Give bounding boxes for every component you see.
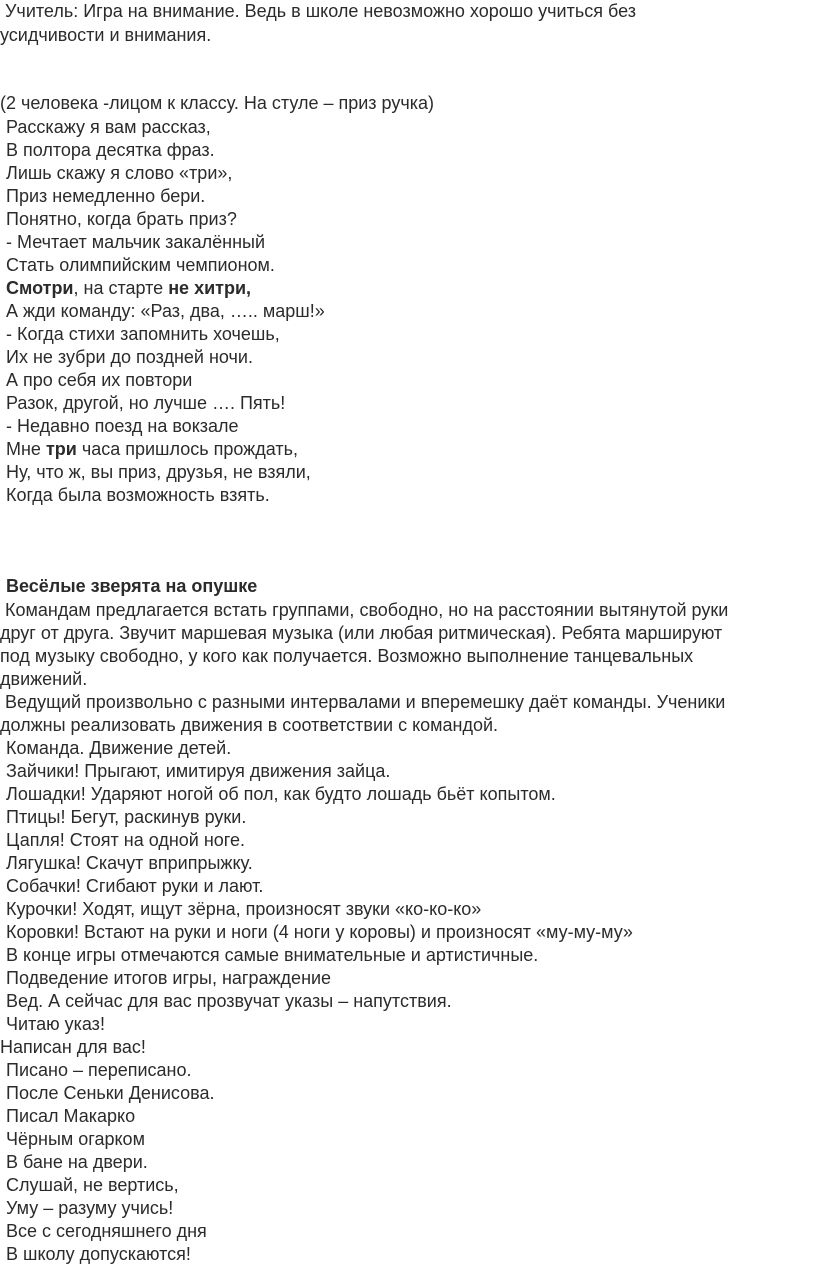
verse-line-smotri bbox=[6, 277, 251, 300]
command-line: Читаю указ! bbox=[6, 1014, 105, 1034]
command-line: Собачки! Сгибают руки и лают. bbox=[6, 876, 264, 896]
ukaz-line: Все с сегодняшнего дня bbox=[6, 1221, 207, 1241]
verse-line-tri bbox=[6, 438, 298, 461]
ukaz-line: Чёрным огарком bbox=[6, 1129, 145, 1149]
ukaz-line: Писал Макарко bbox=[6, 1106, 136, 1126]
game1-setup: (2 человека -лицом к классу. На стуле – приз ручка) bbox=[0, 93, 434, 113]
verse-line: В полтора десятка фраз. bbox=[6, 140, 215, 160]
command-line: Зайчики! Прыгают, имитируя движения зайца. bbox=[6, 761, 391, 781]
ukaz-line: В школу допускаются! bbox=[6, 1244, 191, 1264]
verse-line: Приз немедленно бери. bbox=[6, 186, 206, 206]
command-line: Коровки! Встают на руки и ноги (4 ноги у коровы) и произносят «му-му-му» bbox=[6, 922, 633, 942]
command-line: Команда. Движение детей. bbox=[6, 738, 232, 758]
command-line: Курочки! Ходят, ищут зёрна, произносят звуки «ко-ко-ко» bbox=[6, 899, 482, 919]
para-line: под музыку свободно, у кого как получается. Возможно выполнение танцевальных bbox=[0, 646, 694, 666]
bold-smotri: Смотри bbox=[6, 278, 74, 298]
para-line: движений. bbox=[0, 669, 88, 689]
command-line: Подведение итогов игры, награждение bbox=[6, 968, 332, 988]
command-line: Лягушка! Скачут вприпрыжку. bbox=[6, 853, 253, 873]
intro-line-2: усидчивости и внимания. bbox=[0, 25, 212, 45]
ukaz-heading: Написан для вас! bbox=[0, 1037, 146, 1057]
bold-ne-hitri: не хитри, bbox=[168, 278, 252, 298]
ukaz-line: Слушай, не вертись, bbox=[6, 1175, 179, 1195]
command-line: Цапля! Стоят на одной ноге. bbox=[6, 830, 245, 850]
para-line: Ведущий произвольно с разными интервалами и вперемешку даёт команды. Ученики bbox=[0, 692, 726, 712]
verse-text: Мне bbox=[6, 439, 46, 459]
verse-line: Расскажу я вам рассказ, bbox=[6, 117, 211, 137]
verse-line: А жди команду: «Раз, два, ….. марш!» bbox=[6, 301, 325, 321]
verse-line: Ну, что ж, вы приз, друзья, не взяли, bbox=[6, 462, 311, 482]
command-line: В конце игры отмечаются самые внимательные и артистичные. bbox=[6, 945, 539, 965]
verse-text: , на старте bbox=[73, 278, 169, 298]
para-line: друг от друга. Звучит маршевая музыка (или любая ритмическая). Ребята маршируют bbox=[0, 623, 723, 643]
verse-line: - Недавно поезд на вокзале bbox=[6, 416, 239, 436]
verse-line: А про себя их повтори bbox=[6, 370, 193, 390]
verse-line: Стать олимпийским чемпионом. bbox=[6, 255, 275, 275]
intro-line-1: Учитель: Игра на внимание. Ведь в школе невозможно хорошо учиться без bbox=[0, 1, 636, 21]
verse-line: Их не зубри до поздней ночи. bbox=[6, 347, 253, 367]
verse-line: - Когда стихи запомнить хочешь, bbox=[6, 324, 280, 344]
para-line: должны реализовать движения в соответствии с командой. bbox=[0, 715, 499, 735]
verse-line: Лишь скажу я слово «три», bbox=[6, 163, 233, 183]
bold-tri: три bbox=[45, 439, 77, 459]
ukaz-line: После Сеньки Денисова. bbox=[6, 1083, 215, 1103]
command-line: Птицы! Бегут, раскинув руки. bbox=[6, 807, 247, 827]
verse-line: Когда была возможность взять. bbox=[6, 485, 270, 505]
section-title-text: Весёлые зверята на опушке bbox=[6, 576, 258, 596]
verse-line: Понятно, когда брать приз? bbox=[6, 209, 237, 229]
section-title bbox=[6, 575, 257, 598]
ukaz-line: Уму – разуму учись! bbox=[6, 1198, 174, 1218]
ukaz-line: В бане на двери. bbox=[6, 1152, 148, 1172]
ukaz-line: Писано – переписано. bbox=[6, 1060, 192, 1080]
command-line: Вед. А сейчас для вас прозвучат указы – напутствия. bbox=[6, 991, 452, 1011]
para-line: Командам предлагается встать группами, свободно, но на расстоянии вытянутой руки bbox=[0, 600, 729, 620]
command-line: Лошадки! Ударяют ногой об пол, как будто лошадь бьёт копытом. bbox=[6, 784, 556, 804]
verse-line: Разок, другой, но лучше …. Пять! bbox=[6, 393, 286, 413]
verse-line: - Мечтает мальчик закалённый bbox=[6, 232, 265, 252]
verse-text: часа пришлось прождать, bbox=[76, 439, 298, 459]
